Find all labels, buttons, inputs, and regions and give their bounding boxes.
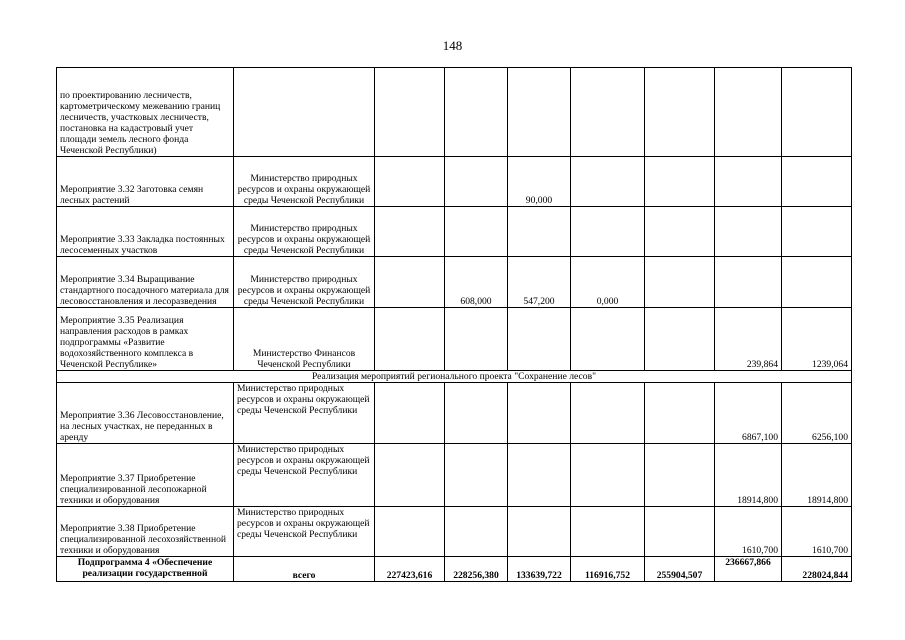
value-cell [645,383,715,444]
value-cell [445,383,508,444]
activity-name: Мероприятие 3.35 Реализация направления расходов в рамках подпрограммы «Развитие водохозяйственного комплекса в Чеченской Республике» [57,308,234,371]
value-cell [571,383,645,444]
value-cell [571,68,645,157]
value-cell [508,308,571,371]
value-cell [715,157,782,207]
section-row [57,371,852,383]
value-cell [645,257,715,308]
executor: Министерство природных ресурсов и охраны окружающей среды Чеченской Республики [234,157,375,207]
value-cell [645,157,715,207]
value-cell [571,207,645,257]
value-cell: 1610,700 [782,507,852,557]
value-cell [375,257,445,308]
executor [234,68,375,157]
value-cell [715,207,782,257]
total-label: всего [234,557,375,582]
table-row [57,257,852,308]
value-cell [508,383,571,444]
value-cell: 18914,800 [782,444,852,507]
value-cell [375,383,445,444]
table-row [57,383,852,444]
page-number: 148 [442,38,463,53]
value-cell [508,444,571,507]
value-cell [715,257,782,308]
value-cell: 239,864 [715,308,782,371]
value-cell [445,157,508,207]
activity-name: Мероприятие 3.38 Приобретение специализированной лесохозяйственной техники и оборудования [57,507,234,557]
table-row [57,444,852,507]
value-cell [375,444,445,507]
value-cell [782,257,852,308]
subprogram-name: Подпрограмма 4 «Обеспечение реализации государственной [57,557,234,582]
table-row [57,207,852,257]
total-value: 228256,380 [445,557,508,582]
total-value: 255904,507 [645,557,715,582]
value-cell: 6256,100 [782,383,852,444]
executor: Министерство природных ресурсов и охраны окружающей среды Чеченской Республики [234,507,375,557]
total-value: 227423,616 [375,557,445,582]
value-cell: 608,000 [445,257,508,308]
activity-name: Мероприятие 3.37 Приобретение специализированной лесопожарной техники и оборудования [57,444,234,507]
table-row [57,308,852,371]
value-cell [375,68,445,157]
value-cell: 18914,800 [715,444,782,507]
activity-name: Мероприятие 3.33 Закладка постоянных лесосеменных участков [57,207,234,257]
value-cell [782,68,852,157]
value-cell [375,207,445,257]
value-cell [645,308,715,371]
value-cell [571,308,645,371]
value-cell [645,207,715,257]
value-cell [715,68,782,157]
executor: Министерство Финансов Чеченской Республики [234,308,375,371]
executor: Министерство природных ресурсов и охраны окружающей среды Чеченской Республики [234,207,375,257]
value-cell [445,444,508,507]
total-value: 228024,844 [782,557,852,582]
total-row [57,557,852,582]
value-cell [645,68,715,157]
value-cell [508,207,571,257]
budget-table [56,67,852,582]
value-cell: 1239,064 [782,308,852,371]
value-cell [645,507,715,557]
table-row [57,157,852,207]
table-row [57,68,852,157]
value-cell [375,507,445,557]
activity-name: Мероприятие 3.32 Заготовка семян лесных растений [57,157,234,207]
value-cell [445,207,508,257]
value-cell [445,507,508,557]
table-row [57,507,852,557]
value-cell [375,157,445,207]
activity-name: по проектированию лесничеств, картометрическому межеванию границ лесничеств, участковых лесничеств, постановка на кадастровый учет площади земель лесного фонда Чеченской Республики) [57,68,234,157]
section-title: Реализация мероприятий регионального проекта "Сохранение лесов" [57,371,852,383]
value-cell [375,308,445,371]
value-cell [445,68,508,157]
activity-name: Мероприятие 3.36 Лесовосстановление, на лесных участках, не переданных в аренду [57,383,234,444]
value-cell [571,444,645,507]
total-value: 236667,866 [715,557,782,582]
activity-name: Мероприятие 3.34 Выращивание стандартного посадочного материала для лесовосстановления и лесоразведения [57,257,234,308]
executor: Министерство природных ресурсов и охраны окружающей среды Чеченской Республики [234,257,375,308]
value-cell [571,507,645,557]
value-cell: 547,200 [508,257,571,308]
value-cell: 90,000 [508,157,571,207]
executor: Министерство природных ресурсов и охраны окружающей среды Чеченской Республики [234,444,375,507]
value-cell [645,444,715,507]
executor: Министерство природных ресурсов и охраны окружающей среды Чеченской Республики [234,383,375,444]
value-cell: 1610,700 [715,507,782,557]
value-cell: 0,000 [571,257,645,308]
total-value: 116916,752 [571,557,645,582]
value-cell [508,68,571,157]
value-cell [782,157,852,207]
value-cell [571,157,645,207]
value-cell [445,308,508,371]
total-value: 133639,722 [508,557,571,582]
value-cell [782,207,852,257]
value-cell: 6867,100 [715,383,782,444]
value-cell [508,507,571,557]
